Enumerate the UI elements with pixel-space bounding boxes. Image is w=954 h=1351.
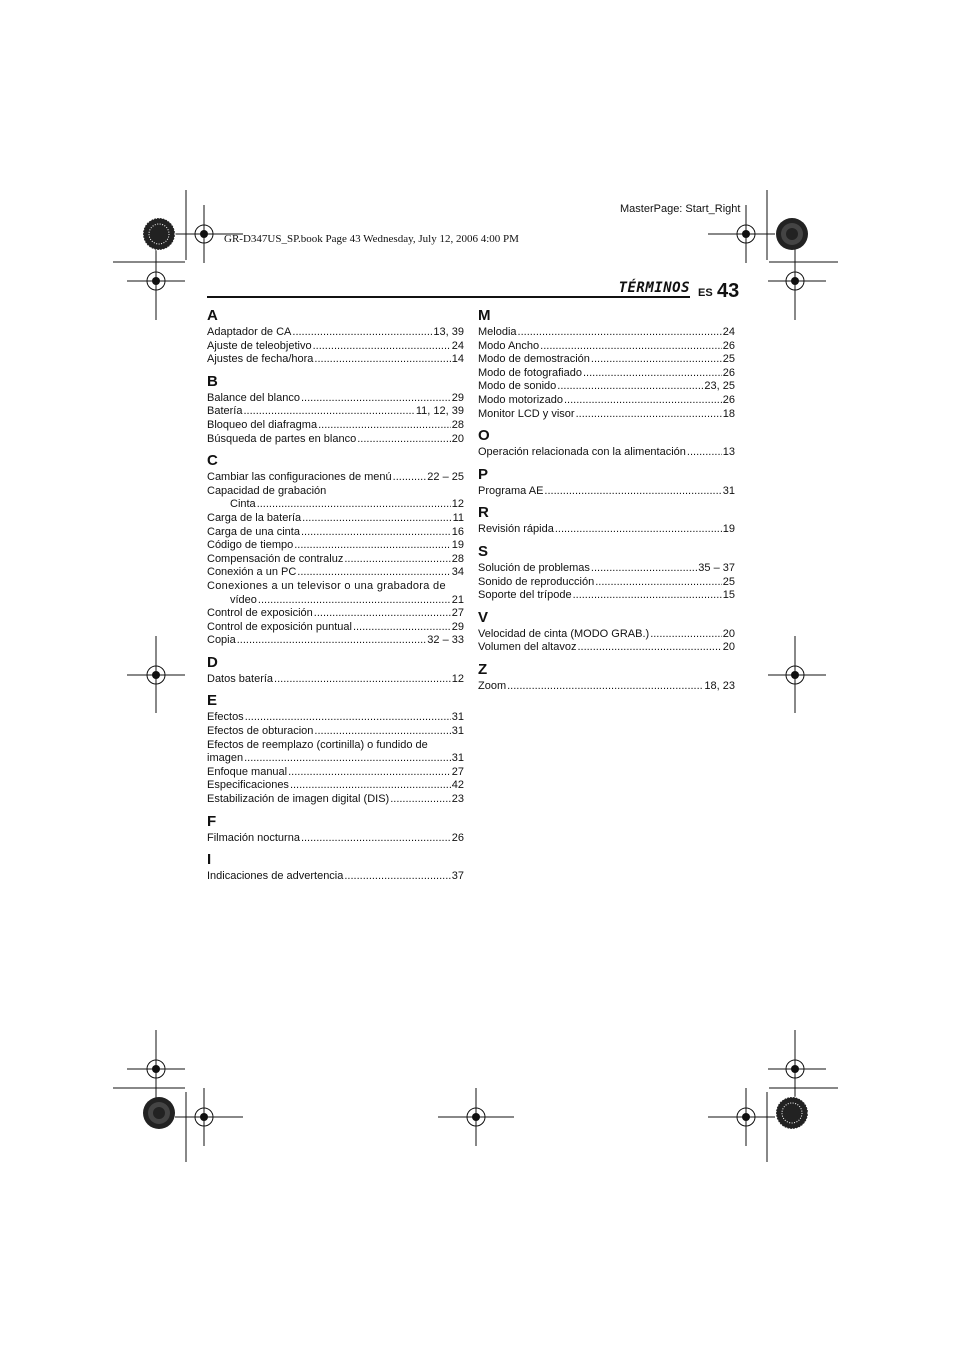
- index-group-b: [207, 372, 464, 446]
- index-entry: Conexiones a un televisor o una grabadora de: [207, 579, 446, 592]
- index-entry: Datos batería ..... 12: [207, 673, 464, 687]
- index-subentry: Cinta ..... 12: [207, 498, 464, 512]
- index-entry: Modo Ancho ..... 26: [478, 340, 735, 354]
- index-entry: Balance del blanco ..... 29: [207, 392, 464, 406]
- language-code: ES: [698, 287, 713, 299]
- index-entry: Indicaciones de advertencia ..... 37: [207, 870, 464, 884]
- index-letter: F: [207, 812, 217, 830]
- index-column-left: [207, 306, 464, 884]
- index-entry: Búsqueda de partes en blanco ..... 20: [207, 433, 464, 447]
- index-entry: Modo motorizado ..... 26: [478, 394, 735, 408]
- index-entry: Efectos de obturacion ..... 31: [207, 725, 464, 739]
- index-entry: Efectos de reemplazo (cortinilla) o fundido de: [207, 738, 428, 751]
- index-letter: R: [478, 504, 489, 522]
- index-entry: Soporte del trípode ..... 15: [478, 589, 735, 603]
- index-group-v: [478, 608, 735, 655]
- index-entry: Copia ..... 32 – 33: [207, 634, 464, 648]
- index-letter: M: [478, 307, 491, 324]
- index-group-m: [478, 306, 735, 421]
- index-subentry: imagen ..... 31: [207, 752, 464, 766]
- index-letter: A: [207, 307, 218, 324]
- index-entry: Batería ..... 11, 12, 39: [207, 405, 464, 419]
- index-entry: Solución de problemas ..... 35 – 37: [478, 562, 735, 576]
- index-group-r: [478, 503, 735, 537]
- index-entry: Código de tiempo ..... 19: [207, 539, 464, 553]
- index-entry: Filmación nocturna ..... 26: [207, 832, 464, 846]
- index-letter: V: [478, 608, 489, 626]
- masterpage-label: MasterPage: Start_Right: [620, 203, 741, 215]
- book-info-line: GR-D347US_SP.book Page 43 Wednesday, July 12, 2006 4:00 PM: [224, 233, 519, 245]
- index-entry: Modo de fotografiado ..... 26: [478, 367, 735, 381]
- index-entry: Melodia ..... 24: [478, 326, 735, 340]
- index-entry: Capacidad de grabación: [207, 484, 327, 497]
- index-entry: Efectos ..... 31: [207, 711, 464, 725]
- index-group-i: [207, 850, 464, 884]
- index-subentry: vídeo ..... 21: [207, 594, 464, 608]
- index-group-p: [478, 465, 735, 499]
- index-group-a: [207, 306, 464, 367]
- index-group-e: [207, 691, 464, 806]
- section-title: TÉRMINOS: [618, 280, 690, 296]
- index-entry: Carga de la batería ..... 11: [207, 512, 464, 526]
- index-entry: Estabilización de imagen digital (DIS) ..... 23: [207, 793, 464, 807]
- index-letter: B: [207, 372, 218, 390]
- index-entry: Revisión rápida ..... 19: [478, 523, 735, 537]
- index-entry: Conexión a un PC ..... 34: [207, 566, 464, 580]
- index-entry: Modo de demostración ..... 25: [478, 353, 735, 367]
- index-entry: Bloqueo del diafragma ..... 28: [207, 419, 464, 433]
- index-entry: Ajuste de teleobjetivo ..... 24: [207, 340, 464, 354]
- index-entry: Control de exposición puntual ..... 29: [207, 621, 464, 635]
- header-rule: [207, 296, 690, 298]
- index-entry: Velocidad de cinta (MODO GRAB.) ..... 20: [478, 628, 735, 642]
- index-letter: S: [478, 542, 489, 560]
- index-entry: Sonido de reproducción ..... 25: [478, 576, 735, 590]
- index-group-z: [478, 660, 735, 694]
- index-entry: Carga de una cinta ..... 16: [207, 526, 464, 540]
- index-column-right: [478, 306, 735, 694]
- index-letter: P: [478, 465, 489, 483]
- index-letter: I: [207, 851, 212, 869]
- index-entry: Enfoque manual ..... 27: [207, 766, 464, 780]
- index-entry: Operación relacionada con la alimentación ..... 13: [478, 446, 735, 460]
- index-letter: E: [207, 692, 218, 710]
- index-group-o: [478, 426, 735, 460]
- index-group-c: [207, 451, 464, 648]
- index-entry: Adaptador de CA ..... 13, 39: [207, 326, 464, 340]
- index-letter: D: [207, 653, 218, 671]
- index-group-f: [207, 812, 464, 846]
- index-entry: Compensación de contraluz ..... 28: [207, 553, 464, 567]
- index-group-s: [478, 542, 735, 603]
- index-entry: Cambiar las configuraciones de menú ..... 22 – 25: [207, 471, 464, 485]
- index-group-d: [207, 653, 464, 687]
- index-letter: C: [207, 452, 218, 470]
- index-entry: Especificaciones ..... 42: [207, 779, 464, 793]
- index-entry: Monitor LCD y visor ..... 18: [478, 408, 735, 422]
- index-entry: Programa AE ..... 31: [478, 485, 735, 499]
- index-letter: Z: [478, 660, 488, 678]
- index-entry: Zoom ..... 18, 23: [478, 680, 735, 694]
- page-number: 43: [717, 280, 740, 302]
- index-entry: Volumen del altavoz ..... 20: [478, 641, 735, 655]
- index-entry: Ajustes de fecha/hora ..... 14: [207, 353, 464, 367]
- index-entry: Control de exposición ..... 27: [207, 607, 464, 621]
- index-entry: Modo de sonido ..... 23, 25: [478, 380, 735, 394]
- index-letter: O: [478, 427, 490, 445]
